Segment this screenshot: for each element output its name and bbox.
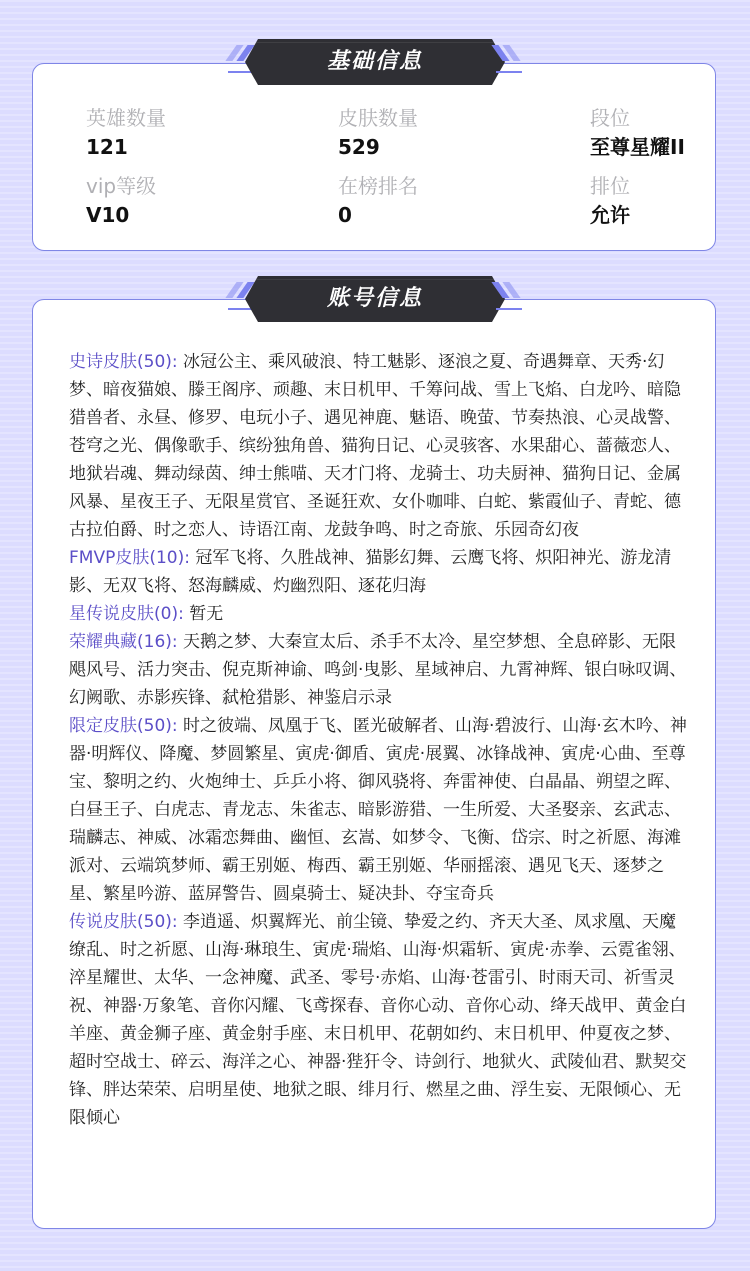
stat-vip-level	[86, 172, 338, 230]
stat-value: 0	[338, 203, 352, 227]
skin-section-glory-collection	[69, 628, 693, 712]
basic-stats-grid	[86, 104, 695, 230]
banner-stripes-right-icon	[491, 282, 525, 298]
section-category: 传说皮肤(50):	[69, 912, 178, 932]
section-category: 星传说皮肤(0):	[69, 604, 184, 624]
skin-list	[69, 348, 693, 1132]
stat-ranked-allowed	[590, 172, 695, 230]
stat-rank-tier	[590, 104, 695, 162]
stat-label: vip等级	[86, 174, 157, 198]
stat-value: 允许	[590, 203, 630, 227]
skin-section-limited	[69, 712, 693, 908]
section-title: 基础信息	[326, 49, 423, 74]
section-category: FMVP皮肤(10):	[69, 548, 190, 568]
stat-label: 英雄数量	[86, 106, 166, 130]
section-banner-basic	[225, 39, 525, 85]
section-title: 账号信息	[326, 286, 423, 311]
section-category: 史诗皮肤(50):	[69, 352, 178, 372]
stat-hero-count	[86, 104, 338, 162]
section-category: 荣耀典藏(16):	[69, 632, 178, 652]
banner-line-right	[496, 71, 522, 73]
account-info-card	[32, 299, 716, 1229]
section-category: 限定皮肤(50):	[69, 716, 178, 736]
section-items: 冠军飞将、久胜战神、猫影幻舞、云鹰飞将、炽阳神光、游龙清影、无双飞将、怒海麟威、灼幽烈阳、逐花归海	[69, 548, 672, 596]
stat-label: 在榜排名	[338, 174, 418, 198]
stat-skin-count	[338, 104, 590, 162]
stat-label: 排位	[590, 174, 630, 198]
stat-leaderboard-rank	[338, 172, 590, 230]
skin-section-legend	[69, 908, 693, 1132]
banner-line-right	[496, 308, 522, 310]
banner-stripes-right-icon	[491, 45, 525, 61]
stat-label: 段位	[590, 106, 630, 130]
stat-value: 121	[86, 135, 128, 159]
skin-section-fmvp	[69, 544, 693, 600]
skin-section-epic	[69, 348, 693, 544]
basic-info-card	[32, 63, 716, 251]
stat-value: 529	[338, 135, 380, 159]
section-items: 天鹅之梦、大秦宣太后、杀手不太冷、星空梦想、全息碎影、无限飓风号、活力突击、倪克斯神谕、鸣剑·曳影、星域神启、九霄神辉、银白咏叹调、幻阙歌、赤影疾锋、弑枪猎影、神鉴启示录	[69, 632, 687, 708]
stat-value: V10	[86, 203, 130, 227]
section-items: 李逍遥、炽翼辉光、前尘镜、挚爱之约、齐天大圣、凤求凰、天魔缭乱、时之祈愿、山海·琳琅生、寅虎·瑞焰、山海·炽霜斩、寅虎·赤拳、云霓雀翎、淬星耀世、太华、一念神魔、武圣、零号·赤焰、山海·苍雷引、时雨天司、祈雪灵祝、神器·万象笔、音你闪耀、飞鸢探春、音你心动、音你心动、绛天战甲、黄金白羊座、黄金狮子座、黄金射手座、末日机甲、花朝如约、末日机甲、仲夏夜之梦、超时空战士、碎云、海洋之心、神器·狴犴令、诗剑行、地狱火、武陵仙君、默契交锋、胖达荣荣、启明星使、地狱之眼、绯月行、燃星之曲、浮生妄、无限倾心、无限倾心	[69, 912, 687, 1128]
skin-section-star-legend	[69, 600, 693, 628]
section-items: 暂无	[189, 604, 224, 624]
stat-label: 皮肤数量	[338, 106, 418, 130]
section-items: 冰冠公主、乘风破浪、特工魅影、逐浪之夏、奇遇舞章、天秀·幻梦、暗夜猫娘、滕王阁序、顽趣、末日机甲、千筹问战、雪上飞焰、白龙吟、暗隐猎兽者、永昼、修罗、电玩小子、遇见神鹿、魅语、晚萤、节奏热浪、心灵战警、苍穹之光、偶像歌手、缤纷独角兽、猫狗日记、心灵骇客、水果甜心、蔷薇恋人、地狱岩魂、舞动绿茵、绅士熊喵、天才门将、龙骑士、功夫厨神、猫狗日记、金属风暴、星夜王子、无限星赏官、圣诞狂欢、女仆咖啡、白蛇、紫霞仙子、青蛇、德古拉伯爵、时之恋人、诗语江南、龙鼓争鸣、时之奇旅、乐园奇幻夜	[69, 352, 681, 540]
stat-value: 至尊星耀II	[590, 135, 685, 159]
section-items: 时之彼端、凤凰于飞、匿光破解者、山海·碧波行、山海·玄木吟、神器·明辉仪、降魔、梦圆繁星、寅虎·御盾、寅虎·展翼、冰锋战神、寅虎·心曲、至尊宝、黎明之约、火炮绅士、乒乒小将、御风骁将、奔雷神使、白晶晶、朔望之晖、白昼王子、白虎志、青龙志、朱雀志、暗影游猎、一生所爱、大圣娶亲、玄武志、瑞麟志、神威、冰霜恋舞曲、幽恒、玄嵩、如梦令、飞衡、岱宗、时之祈愿、海滩派对、云端筑梦师、霸王别姬、梅西、霸王别姬、华丽摇滚、遇见飞天、逐梦之星、繁星吟游、蓝屏警告、圆桌骑士、疑决卦、夺宝奇兵	[69, 716, 687, 904]
section-banner-account	[225, 276, 525, 322]
